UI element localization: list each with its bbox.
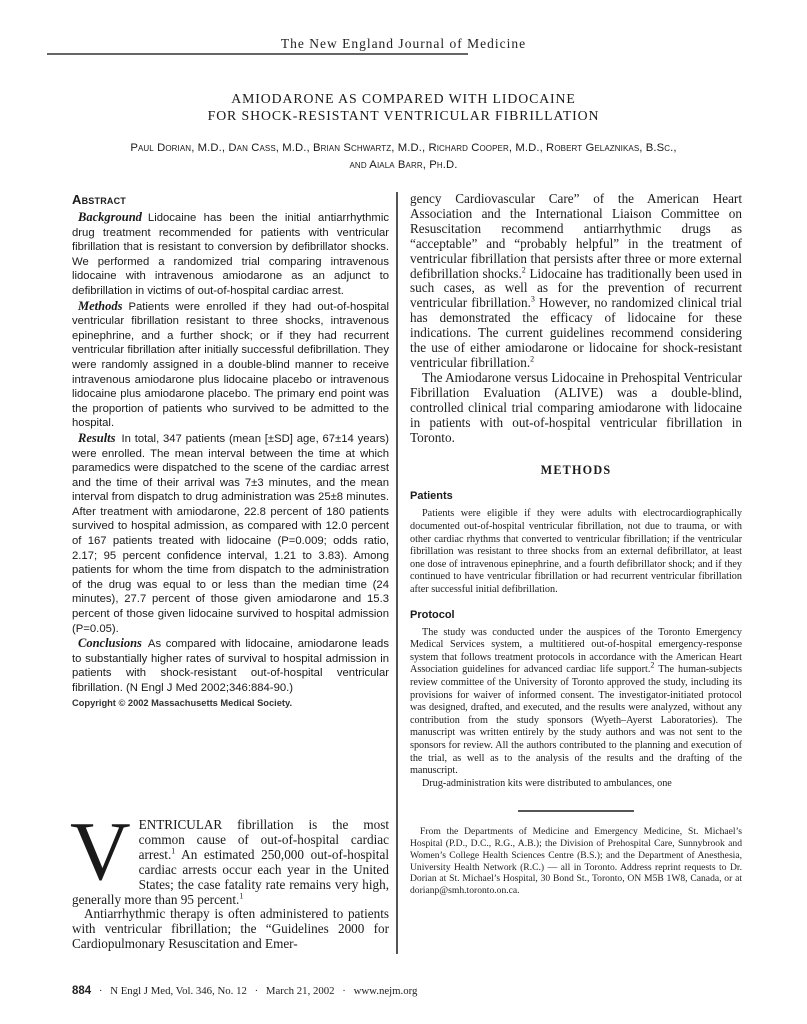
abstract-results <box>72 431 389 636</box>
body-text: Lidocaine has traditionally been used in such cases, as well as for the prevention of recurrent ventricular fibrillation. <box>410 265 742 311</box>
abstract-label: Methods <box>78 298 123 313</box>
abstract-text: In total, 347 patients (mean [±SD] age, 67±14 years) were enrolled. The mean interval between the time at which paramedics were dispatched to the scene of the cardiac arrest and the time of their arrival was 7±3 minutes, and the mean interval from dispatch to drug administration was 25±8 minutes. After treatment with amiodarone, 22.8 percent of 180 patients survived to hospital admission, as compared with 12.0 percent of 167 patients treated with lidocaine (P=0.009; odds ratio, 2.17; 95 percent confidence interval, 1.21 to 3.83). Among patients for whom the time from dispatch to the administration of the drug was equal to or less than the median time (24 minutes), 27.7 percent of those given amiodarone and 15.3 percent of those given lidocaine survived to hospital admission (P=0.05). <box>72 432 389 635</box>
journal-url[interactable]: www.nejm.org <box>353 985 418 997</box>
affiliation-footnote <box>410 826 742 897</box>
intro-text: An estimated 250,000 out-of-hospital cardiac arrests occur each year in the United States; the case fatality rate remains very high, generally more than 95 percent. <box>72 846 389 907</box>
authors-line-2: and Aiala Barr, Ph.D. <box>349 159 458 171</box>
lead-small-caps <box>139 817 223 832</box>
journal-reference: N Engl J Med, Vol. 346, No. 12 <box>110 985 247 997</box>
column-divider <box>396 192 398 954</box>
introduction <box>70 805 389 952</box>
drug-kits-paragraph: Drug-administration kits were distributed to ambulances, one <box>422 777 672 789</box>
header-rule <box>47 53 468 55</box>
protocol-paragraph <box>410 627 742 778</box>
footnote-text: From the Departments of Medicine and Emergency Medicine, St. Michael’s Hospital (P.D., D.C., R.G., A.B.); the Division of Prehospital Care, Sunnybrook and Women’s College Health Sciences Centre (B.S.); and the Department of Anesthesia, University Health Network (R.C.) — all in Toronto. Address reprint requests to Dr. Dorian at St. Michael’s Hospital, 30 Bond St., Toronto, ON M5B 1W8, Canada, or at dorianp@smh.toronto.on.ca. <box>410 825 742 897</box>
patients-heading: Patients <box>410 490 453 503</box>
citation-ref[interactable]: 2 <box>521 265 526 275</box>
footnote-rule <box>518 810 634 812</box>
abstract-label: Conclusions <box>78 636 142 651</box>
abstract-text: Lidocaine has been the initial antiarrhythmic drug treatment recommended for patients with ventricular fibrillation that is resistant to conversion by defibrillator shocks. We performed a randomized trial comparing intravenous lidocaine with intravenous amiodarone as an adjunct to defibrillation in victims of out-of-hospital cardiac arrest. <box>72 212 389 297</box>
protocol-section <box>410 627 742 791</box>
abstract-text: Patients were enrolled if they had out-of-hospital ventricular fibrillation resistant to three shocks, intravenous epinephrine, and a further shock; or if they had recurrent ventricular fibrillation after initially successful defibrillation. They were randomly assigned in a double-blind manner to receive intravenous amiodarone plus lidocaine placebo or intravenous lidocaine plus amiodarone placebo. The primary end point was the proportion of patients who survived to be admitted to the hospital. <box>72 300 389 430</box>
drop-cap: V <box>70 805 131 898</box>
abstract-heading: Abstract <box>72 192 126 207</box>
title-line-1: AMIODARONE AS COMPARED WITH LIDOCAINE <box>231 91 576 106</box>
page-number: 884 <box>72 985 92 997</box>
body-text: The study was conducted under the auspices of the Toronto Emergency Medical Services system, a multitiered out-of-hospital emergency-response system that follows treatment protocols in accordance with the American Heart Association guidelines for advanced cardiac life support. <box>410 626 742 676</box>
alive-paragraph: The Amiodarone versus Lidocaine in Prehospital Ventricular Fibrillation Evaluation (ALIVE) was a double-blind, controlled clinical trial comparing amiodarone with lidocaine in patients with out-of-hospital ventricular fibrillation in Toronto. <box>410 369 742 445</box>
abstract-text: As compared with lidocaine, amiodarone leads to substantially higher rates of survival to hospital admission in patients with shock-resistant out-of-hospital ventricular fibrillation. (N Engl J Med 2002;346:884-90.) <box>72 638 389 694</box>
intro-text: fibrillation is the most common cause of out-of-hospital cardiac arrest. <box>138 817 389 862</box>
citation-ref[interactable]: 1 <box>171 846 176 856</box>
title-line-2: FOR SHOCK-RESISTANT VENTRICULAR FIBRILLATION <box>207 108 600 123</box>
separator: · <box>254 985 259 997</box>
body-text: The human-subjects review committee of the University of Toronto approved the study, including its provisions for waiver of informed consent. The investigator-initiated protocol was designed, drafted, and executed, and the results were analyzed, without any contribution from the study sponsors (Wyeth–Ayerst Laboratories). The manuscript was written entirely by the study authors and was not sent to the sponsors for review. All the authors contributed to the planning and execution of the trial, as well as to the analysis of the results and the drafting of the manuscript. <box>410 664 742 777</box>
abstract-label: Results <box>78 430 116 445</box>
citation-ref[interactable]: 3 <box>530 294 535 304</box>
right-column <box>410 192 742 897</box>
patients-section <box>410 508 742 596</box>
body-text: gency Cardiovascular Care” of the American Heart Association and the International Liaison Committee on Resuscitation recommend antiarrhythmic drugs as “acceptable” and “probably helpful” in the treatment of ventricular fibrillation that persists after three or more external defibrillation shocks. <box>410 191 742 281</box>
citation-ref[interactable]: 2 <box>650 660 655 670</box>
body-text: However, no randomized clinical trial has demonstrated the efficacy of lidocaine for these indications. The current guidelines recommend considering the use of either amiodarone or lidocaine for shock-resistant ventricular fibrillation. <box>410 295 742 370</box>
intro-paragraph-1 <box>70 805 389 907</box>
authors-line-1: Paul Dorian, M.D., Dan Cass, M.D., Brian Schwartz, M.D., Richard Cooper, M.D., Robert Gelaznikas, B.Sc., <box>130 142 677 154</box>
separator: · <box>342 985 346 997</box>
abstract-background <box>72 210 389 299</box>
page-footer <box>72 985 417 997</box>
abstract <box>72 192 389 708</box>
patients-paragraph: Patients were eligible if they were adults with electrocardiographically documented out-of-hospital ventricular fibrillation, not due to trauma, or with other cardiac rhythms that converted to ventricular fibrillation; if the ventricular fibrillation was resistant to three shocks from an external defibrillator, at least one dose of intravenous epinephrine, and a fourth defibrillator shock; and if they continued to have ventricular fibrillation or had recurrent ventricular fibrillation after successful initial defibrillation. <box>410 508 742 595</box>
separator: · <box>98 985 103 997</box>
abstract-methods <box>72 299 389 431</box>
abstract-label: Background <box>78 210 142 224</box>
citation-ref[interactable]: 2 <box>530 354 535 364</box>
author-list <box>47 140 760 174</box>
intro-continued-paragraph <box>410 192 742 371</box>
issue-date: March 21, 2002 <box>265 985 335 997</box>
article-title <box>47 90 760 124</box>
running-head: The New England Journal of Medicine <box>280 36 527 51</box>
copyright-notice: Copyright © 2002 Massachusetts Medical Society. <box>72 697 293 708</box>
citation-ref[interactable]: 1 <box>239 891 244 901</box>
abstract-conclusions <box>72 636 389 695</box>
lead-word: ENTRICULAR <box>138 817 223 832</box>
protocol-heading: Protocol <box>410 608 455 621</box>
intro-paragraph-2: Antiarrhythmic therapy is often administered to patients with ventricular fibrillation; the “Guidelines 2000 for Cardiopulmonary Resuscitation and Emer- <box>72 906 389 952</box>
methods-heading: METHODS <box>540 463 612 478</box>
